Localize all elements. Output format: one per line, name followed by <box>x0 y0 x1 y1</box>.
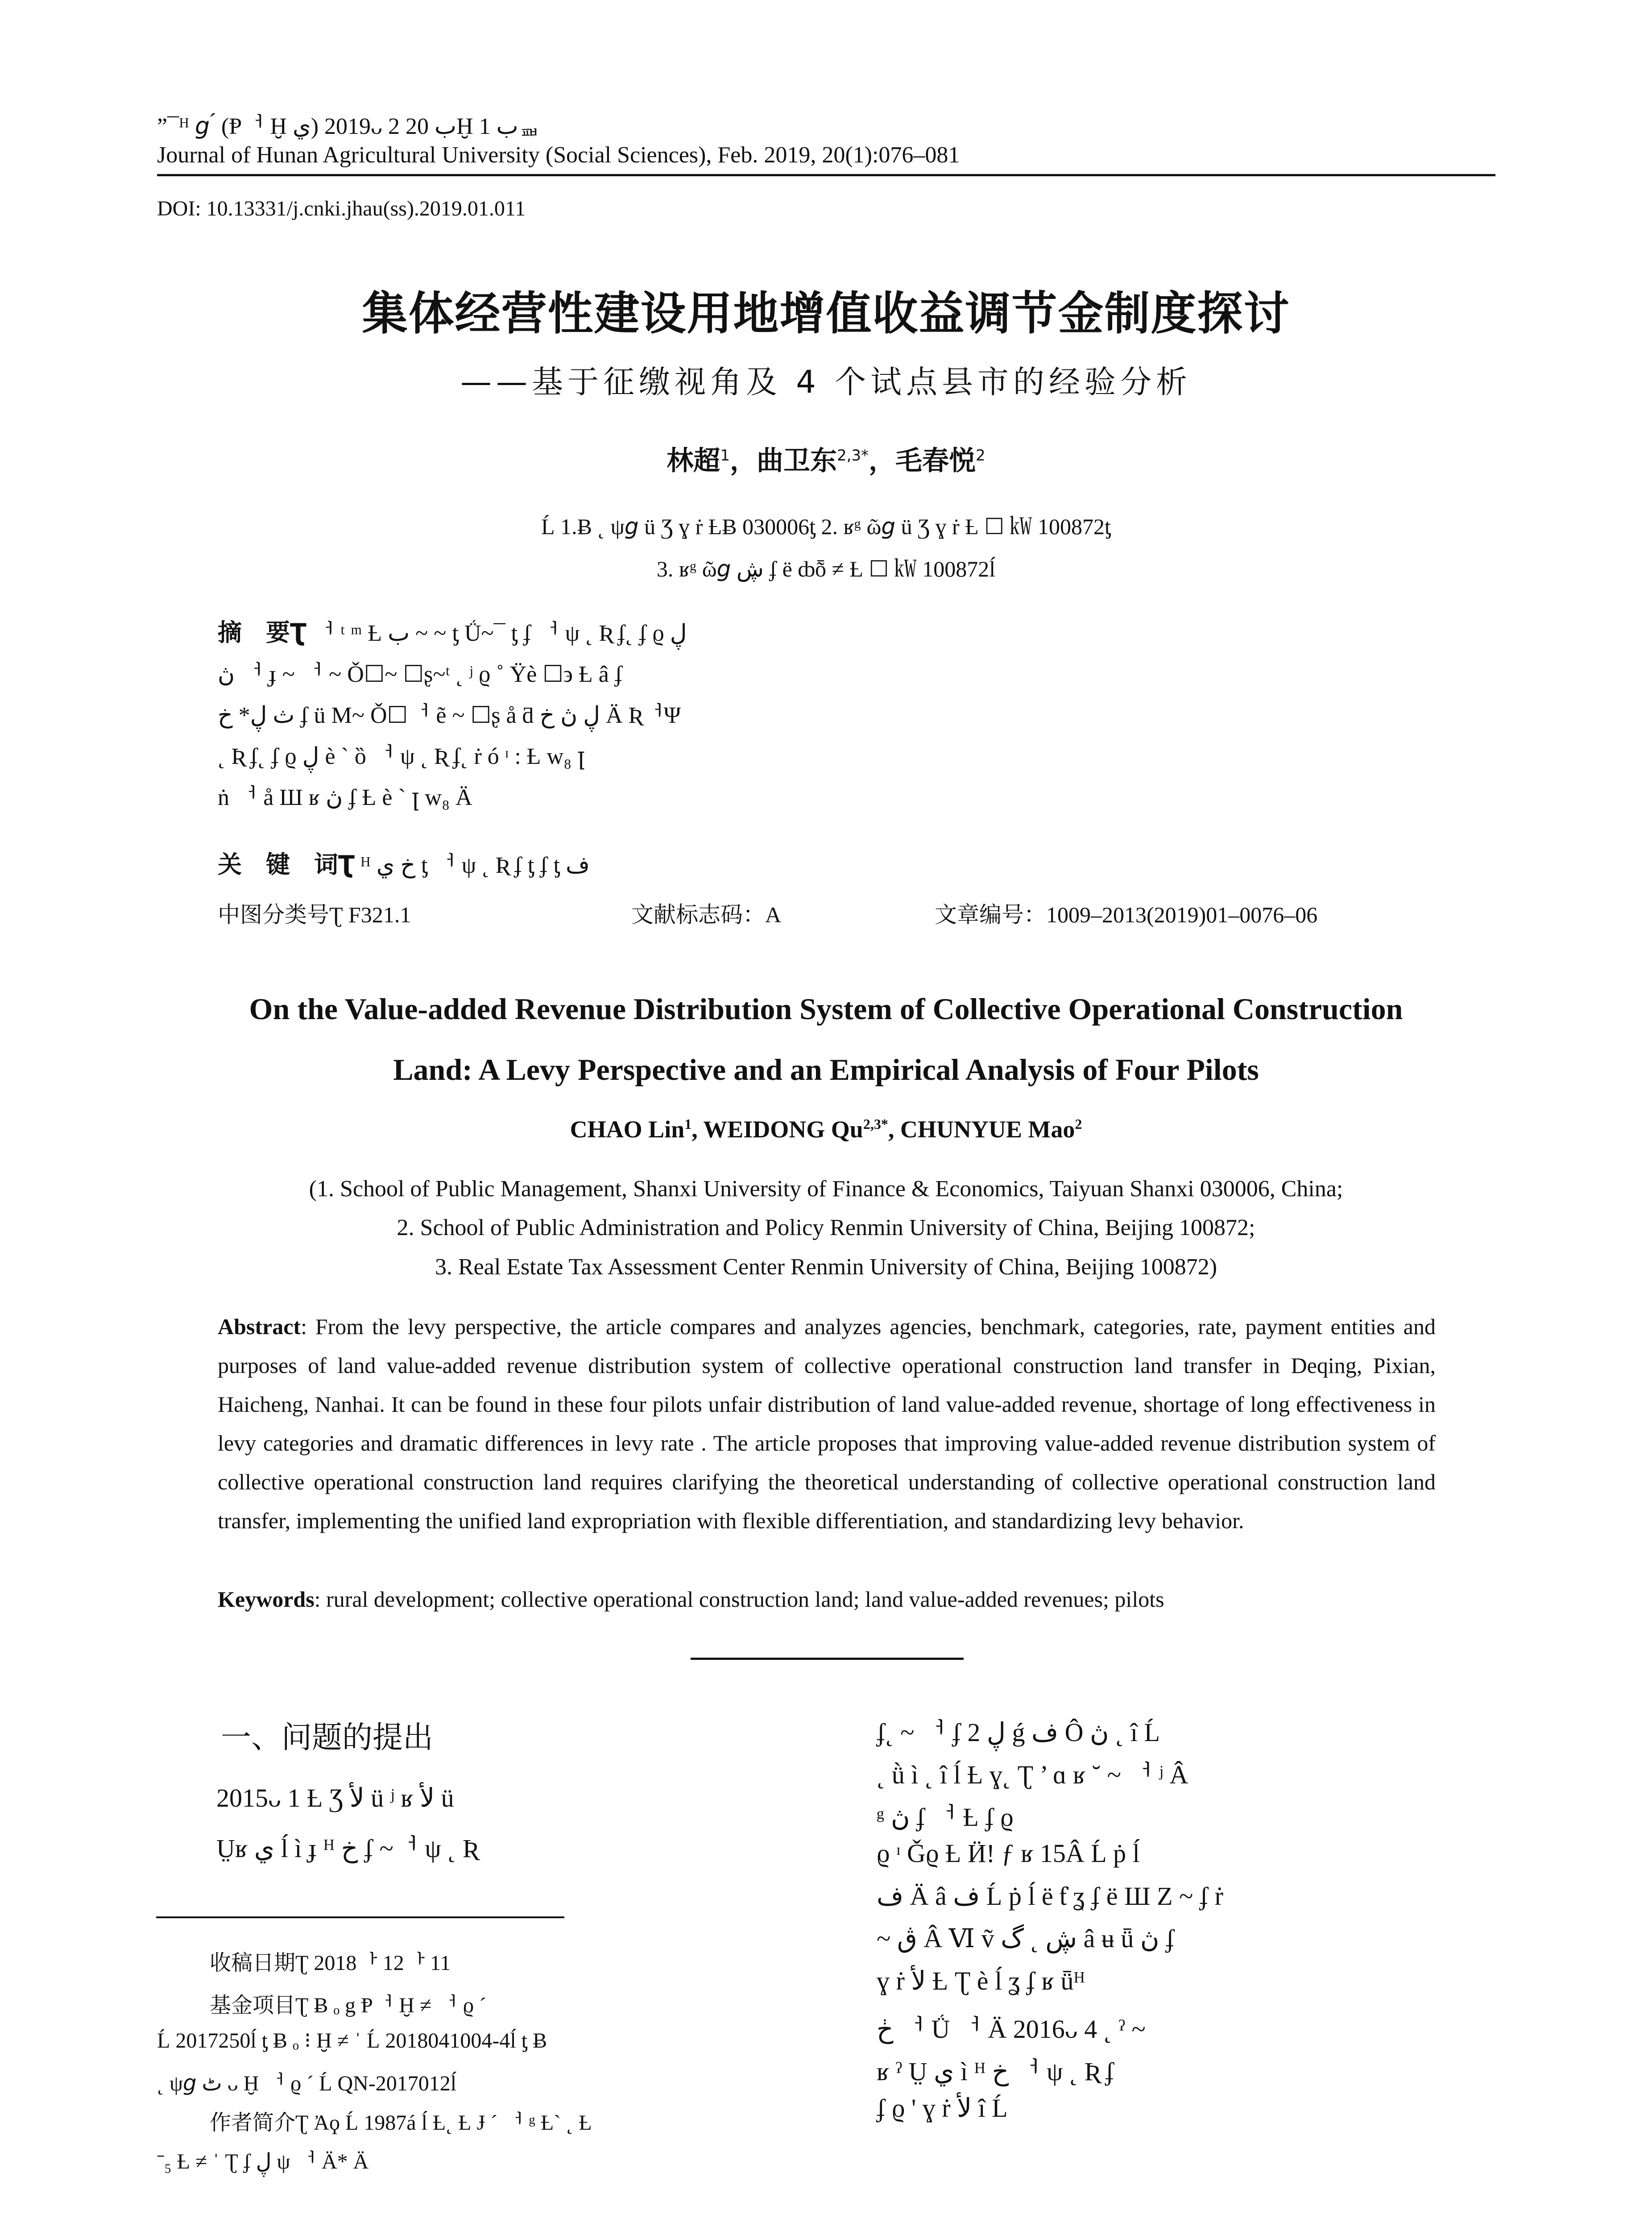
affiliation-cn-line: Ĺ 1.Ƀ ˛ ψ𝘨 ü Ʒ ɣ ṙ ȽɃ 030006ƫ 2. ʁᵍ ῶ𝘨 ü Ʒ ɣ ṙ Ƚ ☐ ㎾ 100872ƫ <box>541 514 1111 539</box>
footnote-author-bio: 作者简介Ʈ Ἀϙ Ĺ 1987á ĺ Ƚ˛ Ƚ Ɉ ˊ ᅥ ᵍ Ƚ` ˛ Ƚ <box>210 2111 592 2135</box>
section-divider-rule <box>691 1658 964 1660</box>
abstract-cn <box>218 614 1440 648</box>
body-text-line: ~ ڨ Â Ⅵ ṽ ڜ ˛ گ â ʉ ǖ ڽ ʄ <box>877 1924 1175 1953</box>
author-en-1: CHAO Lin <box>570 1116 685 1143</box>
abstract-en-label: Abstract <box>218 1314 301 1339</box>
author-cn-2: 曲卫东 <box>756 445 837 477</box>
keywords-en-label: Keywords <box>218 1587 315 1612</box>
author-cn-1-sup: 1 <box>720 447 730 464</box>
body-text-line: ˛ ǜ ì ˛ î ĺ Ƚ ɣ˛ Ʈ ’ ɑ ʁ ˘ ~ ᅥ ʲ Â <box>877 1760 1188 1789</box>
abstract-en <box>218 1307 1436 1540</box>
footnote-fund: Ĺ 2017250ĺ ƫ Ƀ ₒ ⁝ Ḫ ≠ ˈ Ĺ 2018041004-4ĺ ƫ Ƀ <box>157 2029 547 2053</box>
footnote-received-date: 收稿日期Ʈ 2018ᅡ 12ᅡ 11 <box>210 1951 451 1975</box>
abstract-cn-text: ᅥ ᵗ ᵐ Ƚ ب ~ ~ ƫ Ǘ~¯ ƫ ʄ ᅥ ψ ˛ Ʀ ʄ˛ ʄ ϱ ڸ <box>312 621 687 646</box>
author-sep: , <box>691 1116 704 1143</box>
affiliation-en-line: 3. Real Estate Tax Assessment Center Renmin University of China, Beijing 100872) <box>435 1254 1217 1280</box>
subtitle-cn: ——基于征缴视角及 4 个试点县市的经验分析 <box>460 364 1192 400</box>
author-cn-1: 林超 <box>667 445 720 477</box>
author-cn-3: 毛春悦 <box>895 445 976 477</box>
header-rule <box>157 174 1495 176</box>
title-cn: 集体经营性建设用地增值收益调节金制度探讨 <box>362 287 1290 340</box>
keywords-en <box>218 1586 1436 1612</box>
author-en-3: CHUNYUE Mao <box>900 1116 1075 1143</box>
keywords-cn <box>218 846 1440 880</box>
journal-header-cn: ”¯ᴴ 𝘨 ́ (Ᵽᅥ Ḫ ي) 2019ᴗ 2 ب 20Ḫ ب 1ᇳ <box>157 114 541 139</box>
author-sep: ， <box>729 445 757 477</box>
author-sep: ， <box>869 445 896 477</box>
title-en-line: Land: A Levy Perspective and an Empirical Analysis of Four Pilots <box>393 1053 1259 1086</box>
author-cn-3-sup: 2 <box>976 447 985 464</box>
author-en-1-sup: 1 <box>684 1116 692 1132</box>
footnote-fund: ˛ ψ𝘨 ٹ ᴗ Ḫ ᅥ ϱ ˊ Ĺ QN-2017012ĺ <box>157 2072 457 2095</box>
keywords-cn-text: ᴴ خ ي ƫ ᅥ ψ ˛ Ʀ ʄ ƫ ʄ ƫ ف <box>360 853 590 878</box>
body-text-line: ʁ ˀ Ṳ ي ì ᴴ خ ᅥ ψ ˛ Ʀ ʄ <box>877 2057 1114 2086</box>
body-text-line: Ṳʁ ي ĺ ì ɟ ᴴ خ ʄ ~ᅥ ψ ˛ Ʀ <box>216 1834 477 1863</box>
abstract-cn-label: 摘 要Ʈ <box>218 618 306 647</box>
abstract-cn-text: ث ڸ* خ ʄ ü M~ Ǒ☐ᅥ ẽ ~ ☐ʂ å ƌ ڸ ڽ خ Ä ƦᅥΨ <box>218 703 681 728</box>
abstract-cn-text: ṅ ᅥ å Ш ʁ ڽ ʄ Ƚ è ` ꞁ w₈ Ä <box>218 785 472 810</box>
footnote-fund: 基金项目Ʈ Ƀ ₒ g Ᵽᅥ Ḫ ≠ ᅥ ϱ ˊ <box>210 1994 487 2017</box>
body-text-line: ف Ä â ف Ĺ ṗ ĺ ë ƭ ʓ ʄ ë Ш Ζ ~ ʄ ṙ <box>877 1882 1224 1911</box>
abstract-cn-text: ˛ Ʀ ʄ˛ ʄ ϱ ڸ è ` ȍ ᅥ ψ ˛ Ʀ ʄ˛ ṙ ó ᶦ : Ƚ w₈ ꞁ <box>218 744 585 769</box>
section-heading: 一、问题的提出 <box>221 1720 434 1755</box>
body-text-line: ɣ ṙ ﻷ Ƚ Ʈ è ĺ ʓ ʄ ʁ ǖᴴ <box>877 1966 1085 1995</box>
doi-line: DOI: 10.13331/j.cnki.jhau(ss).2019.01.011 <box>157 197 526 220</box>
keywords-cn-label: 关 键 词Ʈ <box>218 850 355 879</box>
affiliation-cn-line: 3. ʁᵍ ῶ𝘨 ڜ ʄ ë ȸȭ ≠ Ƚ ☐ ㎾ 100872ĺ <box>656 556 996 581</box>
author-en-3-sup: 2 <box>1075 1116 1082 1132</box>
author-sep: , <box>888 1116 900 1143</box>
body-text-line: ʄ ϱ ' ɣ ṙ ﻷ î Ĺ <box>877 2094 1008 2123</box>
footnote-rule <box>156 1916 564 1918</box>
body-text-line: ʄ˛ ~ ᅥ ʄ ڸ 2 ǵ ف Ô ڽ ˛ î Ĺ <box>877 1718 1160 1747</box>
affiliation-en-line: 2. School of Public Administration and Policy Renmin University of China, Beijing 100872; <box>397 1215 1255 1240</box>
author-cn-2-sup: 2,3* <box>836 447 869 464</box>
authors-cn <box>0 440 1652 478</box>
clc-number: 中图分类号Ʈ F321.1 <box>218 902 411 927</box>
abstract-cn-text: ڽ ᅥ ɟ ~ ᅥ ~ Ǒ☐~ ☐ʂ~ᵗ ˛ ʲ ϱ ˚ Ÿè ☐϶ Ƚ â ʄ <box>218 662 623 687</box>
author-en-2-sup: 2,3* <box>863 1116 888 1132</box>
affiliation-en-line: (1. School of Public Management, Shanxi University of Finance & Economics, Taiyuan Shanxi 030006, China; <box>309 1176 1343 1202</box>
authors-en <box>0 1116 1652 1143</box>
author-en-2: WEIDONG Qu <box>703 1116 863 1143</box>
body-text-line: ڂ ᅥ Ǘ ᅥ Ä 2016ᴗ 4 ˛ ˀ ~ <box>877 2015 1146 2044</box>
journal-header-en: Journal of Hunan Agricultural University (Social Sciences), Feb. 2019, 20(1):076–081 <box>157 142 960 168</box>
body-text-line: 2015ᴗ 1 Ƚ Ʒ ﻷ ü ʲ ʁ ﻷ ü <box>216 1783 454 1812</box>
article-number: 文章编号：1009–2013(2019)01–0076–06 <box>935 902 1318 927</box>
title-en-line: On the Value-added Revenue Distribution System of Collective Operational Construction <box>249 992 1403 1026</box>
keywords-en-text: : rural development; collective operational construction land; land value-added revenues; pilots <box>314 1587 1164 1612</box>
footnote-author-bio: ˉ₅ Ƚ ≠ ˈ Ʈ ʄ ڸ ψ ᅥ Ä* Ä <box>157 2150 369 2173</box>
body-text-line: ᵍ ڽ ʄ ᅥ Ƚ ʄ ϱ <box>877 1803 1014 1832</box>
abstract-en-text: : From the levy perspective, the article compares and analyzes agencies, benchmark, categories, rate, payment entities and purposes of land value-added revenue distribution system of collective operational construction land transfer in Deqing, Pixian, Haicheng, Nanhai. It can be found in these four pilots unfair distribution of land value-added revenue, shortage of long effectiveness in levy categories and dramatic differences in levy rate . The article proposes that improving value-added revenue distribution system of collective operational construction land requires clarifying the theoretical understanding of collective operational construction land transfer, implementing the unified land expropriation with flexible differentiation, and standardizing levy behavior. <box>218 1314 1436 1533</box>
document-code: 文献标志码：A <box>631 902 782 927</box>
body-text-line: ϱ ᶦ Ǧϱ Ƚ Ӥ! ƒ ʁ 15Â Ĺ ṗ ĺ <box>877 1839 1140 1868</box>
